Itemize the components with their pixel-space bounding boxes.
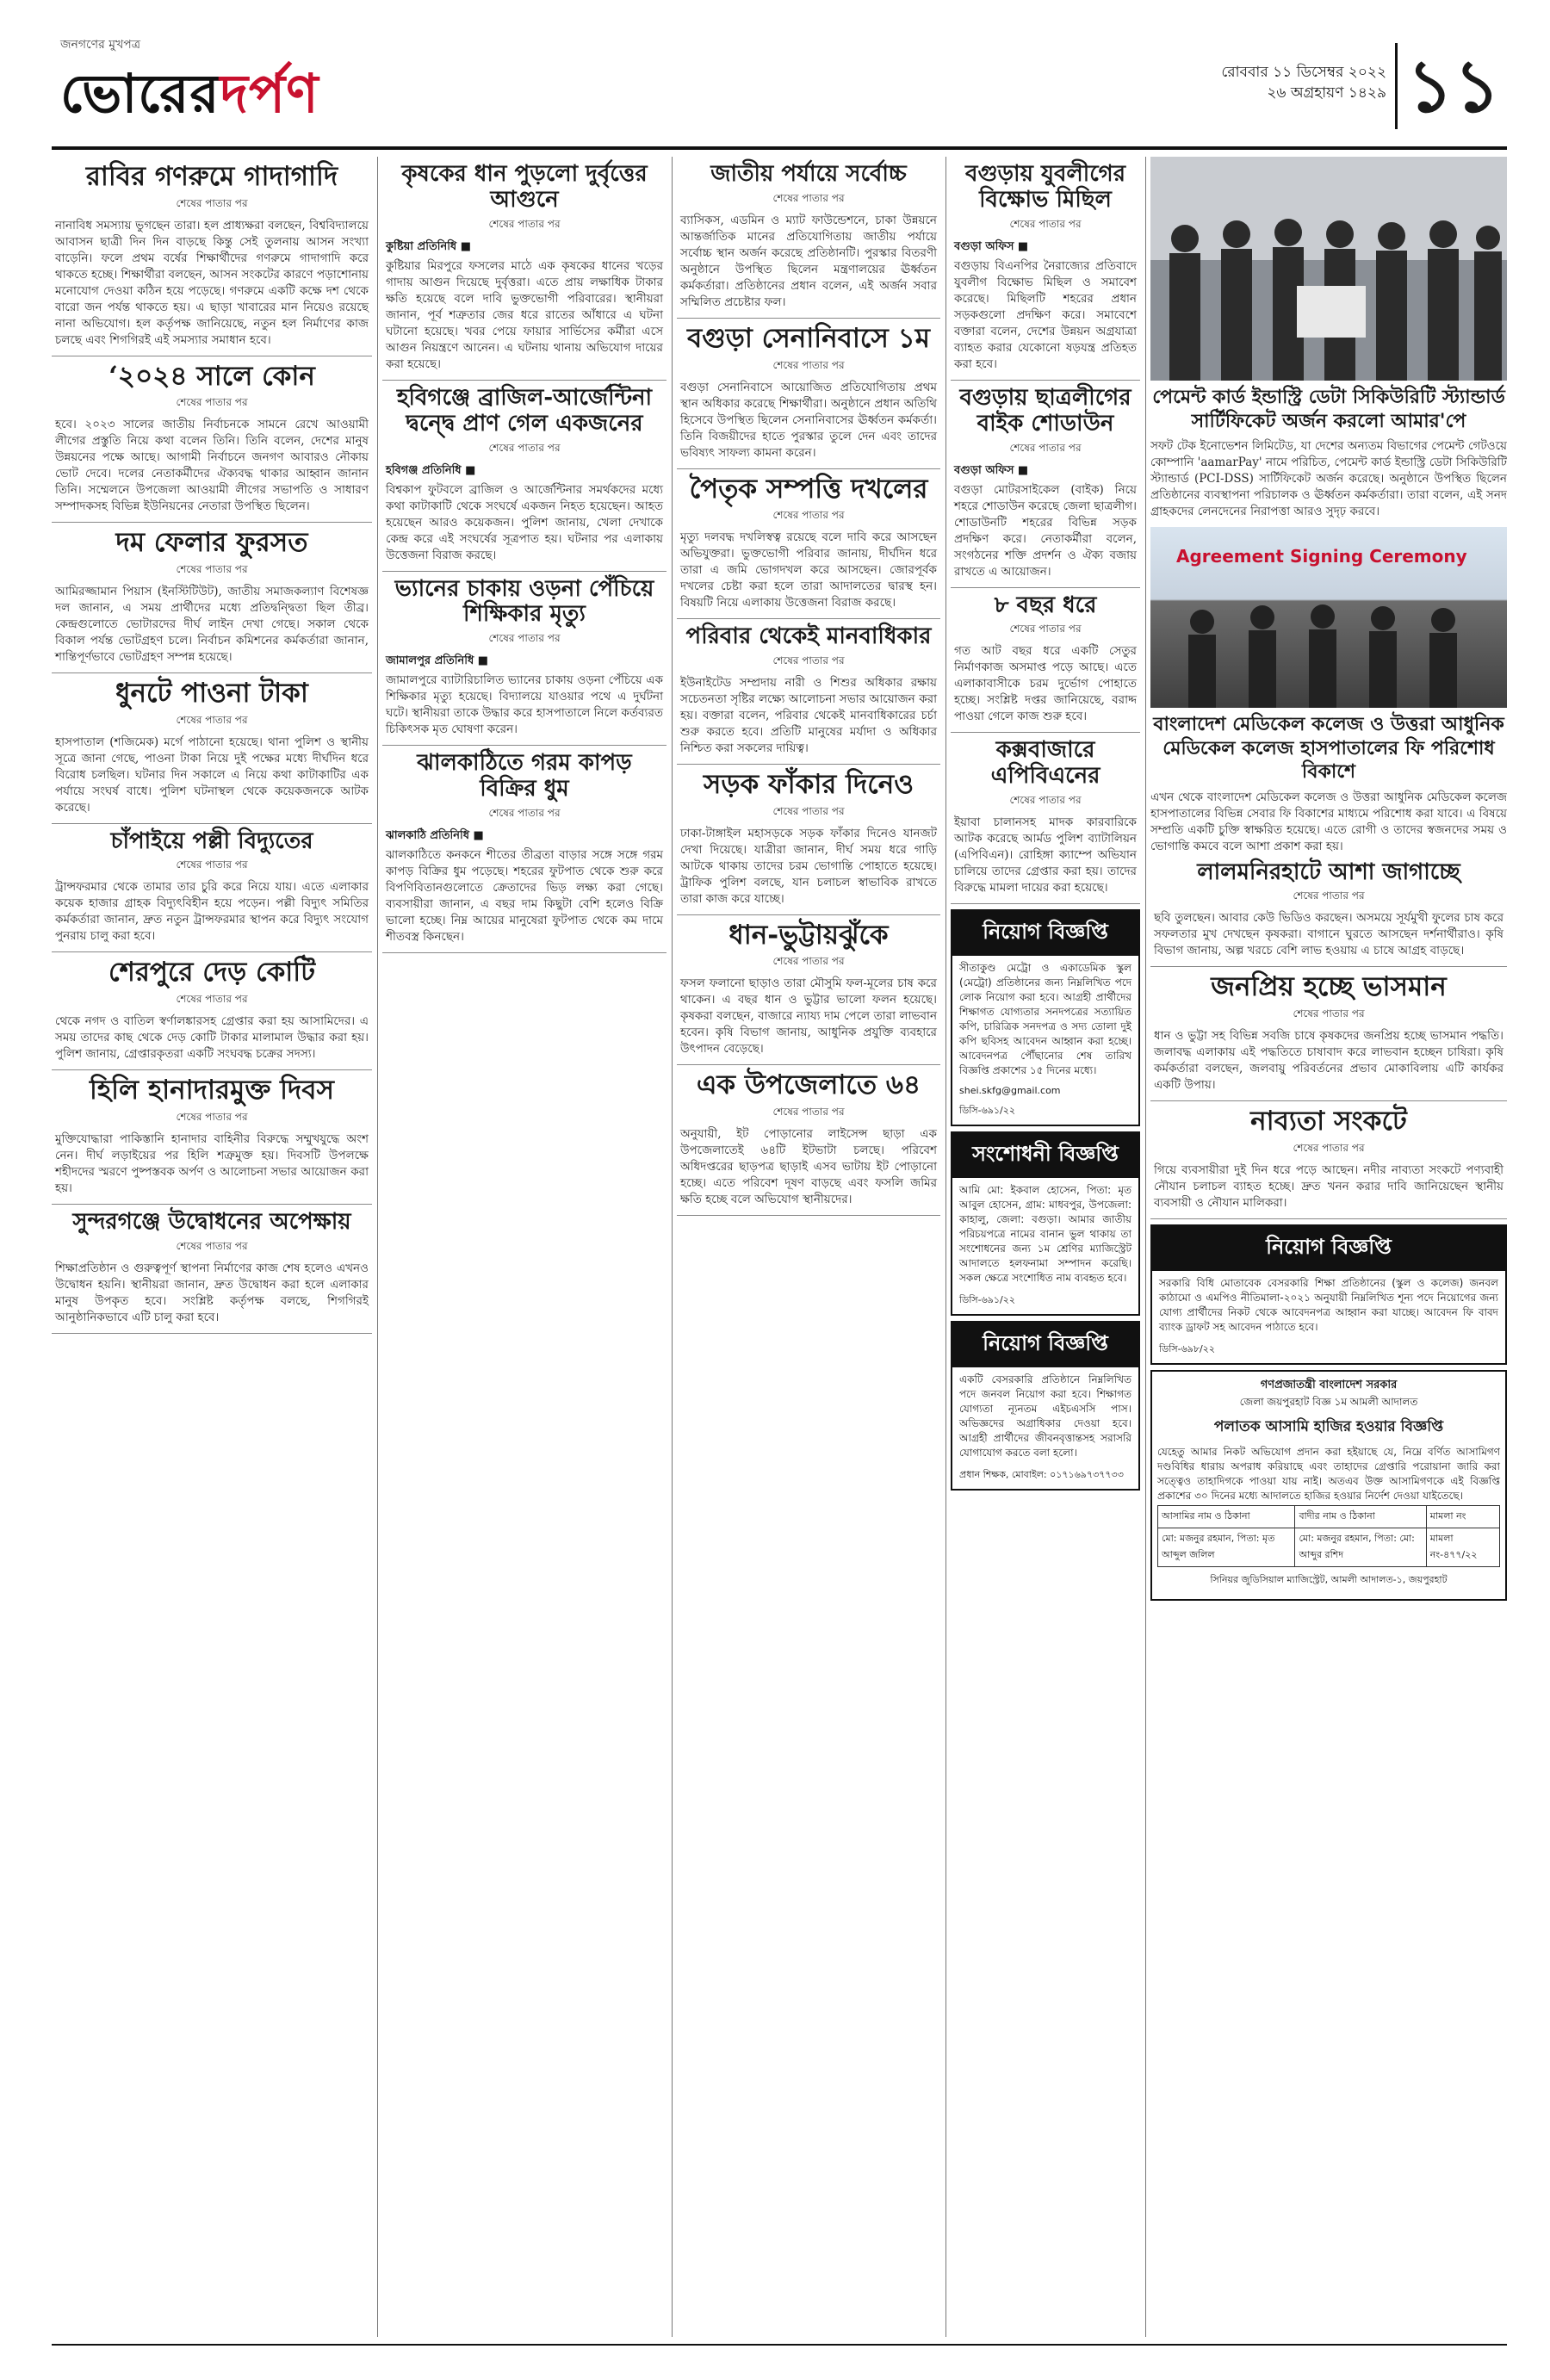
story-headline: ভ্যানের চাকায় ওড়না পেঁচিয়ে শিক্ষিকার মৃত্যু	[394, 575, 654, 628]
story-byline: বগুড়া অফিস ■	[954, 463, 1029, 477]
story-body: বিশ্বকাপ ফুটবলে ব্রাজিল ও আর্জেন্টিনার সমর্থকদের মধ্যে কথা কাটাকাটি থেকে সংঘর্ষে একজন নিহত হয়েছেন। আহত হয়েছেন আরও কয়েকজন। পুলিশ জানায়, খেলা দেখাকে কেন্দ্র করে এই সংঘর্ষের সূত্রপাত হয়। ঘটনার পর এলাকায় উত্তেজনা বিরাজ করছে।	[386, 482, 663, 562]
continued-label: শেষের পাতার পর	[176, 1110, 248, 1123]
story-body: বগুড়া সেনানিবাসে আয়োজিত প্রতিযোগিতায় প্রথম স্থান অধিকার করেছে শিক্ষার্থীরা। অনুষ্ঠানে প্রধান অতিথি হিসেবে উপস্থিত ছিলেন সেনানিবাসের ঊর্ধ্বতন কর্মকর্তা। তিনি বিজয়ীদের হাতে পুরস্কার তুলে দেন এবং তাদের ভবিষ্যৎ সাফল্য কামনা করেন।	[680, 380, 937, 460]
bkash-body: এখন থেকে বাংলাদেশ মেডিকেল কলেজ ও উত্তরা আধুনিক মেডিকেল কলেজ হাসপাতালের বিভিন্ন সেবার ফি বিকাশের মাধ্যমে পরিশোধ করা যাবে। এ বিষয়ে সম্প্রতি একটি চুক্তি স্বাক্ষরিত হয়েছে। এতে রোগী ও তাদের স্বজনদের সময় ও ভোগান্তি কমবে বলে আশা প্রকাশ করা হয়।	[1150, 790, 1507, 853]
story-headline: পরিবার থেকেই মানবাধিকার	[685, 623, 932, 650]
column-4	[951, 157, 1140, 2337]
column-3-stories	[677, 157, 940, 1216]
news-story	[52, 523, 372, 673]
news-story	[677, 157, 940, 319]
news-story	[677, 619, 940, 765]
story-byline: ঝালকাঠি প্রতিনিধি ■	[386, 829, 484, 843]
story-body: হবে। ২০২৩ সালের জাতীয় নির্বাচনকে সামনে রেখে আওয়ামী লীগের প্রস্তুতি নিয়ে কথা বলেন তিনি। তিনি বলেন, দেশের মানুষ উন্নয়নের পক্ষে আছে। আগামী নির্বাচনে জনগণ আবারও নৌকায় ভোট দেবে। দলের নেতাকর্মীদের ঐক্যবদ্ধ থাকার আহ্বান জানান তিনি। সম্মেলনে উপজেলা আওয়ামী লীগের সভাপতি ও সাধারণ সম্পাদকসহ বিভিন্ন ইউনিয়নের নেতারা উপস্থিত ছিলেন।	[55, 418, 369, 514]
continued-label: শেষের পাতার পর	[176, 1239, 248, 1252]
story-byline: বগুড়া অফিস ■	[954, 239, 1029, 253]
continued-label: শেষের পাতার পর	[488, 441, 561, 454]
bkash-caption: বাংলাদেশ মেডিকেল কলেজ ও উত্তরা আধুনিক মেডিকেল কলেজ হাসপাতালের ফি পরিশোধ বিকাশে	[1153, 714, 1504, 783]
continued-label: শেষের পাতার পর	[772, 804, 845, 817]
story-body: ট্রান্সফরমার থেকে তামার তার চুরি করে নিয়ে যায়। এতে এলাকার কয়েক হাজার গ্রাহক বিদ্যুৎবিহীন হয়ে পড়েন। পল্লী বিদ্যুৎ সমিতির কর্মকর্তারা জানান, দ্রুত নতুন ট্রান্সফরমার স্থাপন করে বিদ্যুৎ সংযোগ পুনরায় চালু করা হবে।	[55, 880, 369, 944]
story-headline: সড়ক ফাঁকার দিনেও	[703, 769, 914, 801]
court-body: যেহেতু আমার নিকট অভিযোগ প্রদান করা হইয়াছে যে, নিম্নে বর্ণিত আসামিগণ দণ্ডবিধির ধারায় অপরাধ করিয়াছে এবং তাহাদের গ্রেপ্তারি পরোয়ানা জারি করা সত্ত্বেও তাহাদিগকে পাওয়া যায় নাই। অতএব উক্ত আসামিগণকে এই বিজ্ঞপ্তি প্রকাশের ৩০ দিনের মধ্যে আদালতে হাজির হওয়ার নির্দেশ দেওয়া যাইতেছে।	[1157, 1445, 1500, 1502]
news-story	[382, 381, 666, 572]
continued-label: শেষের পাতার পর	[488, 632, 561, 645]
date-gregorian: রোববার ১১ ডিসেম্বর ২০২২	[1221, 64, 1386, 81]
news-story	[1150, 967, 1507, 1101]
continued-label: শেষের পাতার পর	[176, 196, 248, 209]
news-story	[52, 1070, 372, 1205]
continued-label: শেষের পাতার পর	[176, 858, 248, 871]
recruitment-notice	[951, 909, 1140, 1126]
column-5-stories	[1150, 855, 1507, 1219]
story-headline: বগুড়া সেনানিবাসে ১ম	[687, 322, 930, 354]
notice-code: ডিসি-৬৯১/২২	[959, 1105, 1016, 1117]
story-headline: এক উপজেলাতে ৬৪	[696, 1069, 921, 1101]
correction-notice	[951, 1131, 1140, 1316]
news-story	[677, 765, 940, 915]
column-2-stories	[382, 157, 666, 953]
continued-label: শেষের পাতার পর	[772, 1105, 845, 1118]
story-headline: হবিগঞ্জে ব্রাজিল-আর্জেন্টিনা দ্বন্দ্বে প্রাণ গেল একজনের	[396, 384, 653, 437]
continued-label: শেষের পাতার পর	[1293, 889, 1365, 902]
notice-signature: প্রধান শিক্ষক, মোবাইল: ০১৭১৬৯৭৩৭৭৩৩	[959, 1469, 1124, 1481]
story-headline: দম ফেলার ফুরসত	[115, 527, 308, 559]
news-story	[52, 157, 372, 356]
column-1-stories	[52, 157, 372, 1334]
continued-label: শেষের পাতার পর	[1293, 1007, 1365, 1020]
table-header: আসামির নাম ও ঠিকানা	[1158, 1505, 1295, 1528]
news-story	[951, 381, 1140, 588]
logo-part2: দর্পণ	[220, 62, 319, 125]
story-headline: ঝালকাঠিতে গরম কাপড় বিক্রির ধুম	[417, 750, 632, 803]
notice-heading: নিয়োগ বিজ্ঞপ্তি	[952, 911, 1138, 956]
story-body: ইউনাইটেড সম্প্রদায় নারী ও শিশুর অধিকার রক্ষায় সচেতনতা সৃষ্টির লক্ষ্যে আলোচনা সভার আয়োজন করা হয়। বক্তারা বলেন, পরিবার থেকেই মানবাধিকারের চর্চা শুরু করতে হবে। প্রতিটি মানুষের মর্যাদা ও অধিকার নিশ্চিত করা সকলের দায়িত্ব।	[680, 676, 937, 756]
news-story	[677, 319, 940, 469]
news-story	[1150, 855, 1507, 968]
story-byline: জামালপুর প্রতিনিধি ■	[386, 654, 489, 668]
continued-label: শেষের পাতার পর	[772, 358, 845, 371]
news-story	[677, 915, 940, 1066]
story-body: মৃত্যু দলবদ্ধ দখলিস্বত্ব রয়েছে বলে দাবি করে আসছেন অভিযুক্তরা। ভুক্তভোগী পরিবার জানায়, দীর্ঘদিন ধরে তারা এ জমি ভোগদখল করে আসছেন। জোরপূর্বক দখলের চেষ্টা করা হলে তারা আদালতের দ্বারস্থ হন। বিষয়টি নিয়ে এলাকায় উত্তেজনা বিরাজ করছে।	[680, 530, 937, 610]
news-story	[52, 673, 372, 824]
news-story	[1150, 1101, 1507, 1219]
story-headline: বগুড়ায় যুবলীগের বিক্ষোভ মিছিল	[964, 161, 1126, 213]
group-photo-figures	[1150, 157, 1507, 381]
column-divider	[1145, 157, 1146, 2337]
continued-label: শেষের পাতার পর	[176, 993, 248, 1006]
court-case-table	[1157, 1505, 1500, 1567]
news-story	[52, 824, 372, 953]
column-2	[382, 157, 666, 2337]
recruitment-notice-2	[951, 1321, 1140, 1491]
news-story	[951, 157, 1140, 381]
court-title: পলাতক আসামি হাজির হওয়ার বিজ্ঞপ্তি	[1213, 1417, 1444, 1435]
story-headline: ‘২০২৪ সালে কোন	[108, 360, 315, 392]
news-story	[382, 157, 666, 381]
continued-label: শেষের পাতার পর	[772, 955, 845, 968]
continued-label: শেষের পাতার পর	[772, 509, 845, 522]
news-story	[951, 588, 1140, 734]
bkash-ceremony-photo	[1150, 527, 1507, 708]
column-divider	[672, 157, 673, 2337]
court-header-2: জেলা জয়পুরহাট বিজ্ঞ ১ম আমলী আদালত	[1239, 1395, 1418, 1408]
story-headline: হিলি হানাদারমুক্ত দিবস	[89, 1075, 335, 1106]
table-cell: মামলা নং-৪৭৭/২২	[1426, 1528, 1499, 1566]
story-body: ছবি তুলছেন। আবার কেউ ভিডিও করছেন। অসময়ে সূর্যমুখী ফুলের চাষ করে সফলতার মুখ দেখছেন কৃষকরা। বাগানে ঘুরতে আসছেন দর্শনার্থীরাও। কৃষি বিভাগ জানায়, অল্প খরচে বেশি লাভ হওয়ায় এ চাষে আগ্রহ বাড়ছে।	[1154, 911, 1504, 958]
column-1	[52, 157, 372, 2337]
continued-label: শেষের পাতার পর	[1009, 794, 1082, 807]
page-number: ১১	[1395, 43, 1510, 129]
footer-rule	[52, 2344, 1507, 2346]
date-bengali: ২৬ অগ্রহায়ণ ১৪২৯	[1267, 84, 1386, 102]
continued-label: শেষের পাতার পর	[176, 396, 248, 409]
continued-label: শেষের পাতার পর	[488, 807, 561, 820]
news-story	[382, 746, 666, 953]
ceremony-banner: Agreement Signing Ceremony	[1176, 546, 1467, 567]
notice-body: সীতাকুণ্ড মেট্রো ও একাডেমিক স্কুল (মেট্রো) প্রতিষ্ঠানের জন্য নিম্নলিখিত পদে লোক নিয়োগ করা হবে। আগ্রহী প্রার্থীদের শিক্ষাগত যোগ্যতার সনদপত্রের সত্যায়িত কপি, চারিত্রিক সনদপত্র ও সদ্য তোলা দুই কপি ছবিসহ আবেদন আহ্বান করা হচ্ছে। আবেদনপত্র পৌঁছানোর শেষ তারিখ বিজ্ঞপ্তি প্রকাশের ১৫ দিনের মধ্যে।	[959, 962, 1132, 1077]
story-body: ধান ও ভুট্টা সহ বিভিন্ন সবজি চাষে কৃষকদের জনপ্রিয় হচ্ছে ভাসমান পদ্ধতি। জলাবদ্ধ এলাকায় এই পদ্ধতিতে চাষাবাদ করে লাভবান হচ্ছেন চাষিরা। কৃষি কর্মকর্তারা বলছেন, জলবায়ু পরিবর্তনের প্রভাব মোকাবিলায় এটি কার্যকর একটি উপায়।	[1154, 1029, 1504, 1093]
table-header: মামলা নং	[1426, 1505, 1499, 1528]
story-body: জামালপুরে ব্যাটারিচালিত ভ্যানের চাকায় ওড়না পেঁচিয়ে এক শিক্ষিকার মৃত্যু হয়েছে। বিদ্যালয়ে যাওয়ার পথে এ দুর্ঘটনা ঘটে। স্থানীয়রা তাকে উদ্ধার করে হাসপাতালে নিলে কর্তব্যরত চিকিৎসক মৃত ঘোষণা করেন।	[386, 673, 663, 737]
continued-label: শেষের পাতার পর	[488, 217, 561, 230]
ceremony-figures	[1150, 527, 1507, 708]
story-body: ফসল ফলানো ছাড়াও তারা মৌসুমি ফল-মূলের চাষ করে থাকেন। এ বছর ধান ও ভুট্টার ভালো ফলন হয়েছে। কৃষকরা বলছেন, বাজারে ন্যায্য দাম পেলে তারা লাভবান হবেন। কৃষি বিভাগ জানায়, আধুনিক প্রযুক্তি ব্যবহারে উৎপাদন বেড়েছে।	[680, 976, 937, 1057]
notice-code: ডিসি-৬৯১/২২	[959, 1294, 1016, 1306]
story-body: ব্যাসিকস, এডমিন ও ম্যাট ফাউন্ডেশনে, চাকা উন্নয়নে আন্তর্জাতিক মানের প্রতিযোগিতায় জাতীয় পর্যায়ে সর্বোচ্চ স্থান অর্জন করেছে প্রতিষ্ঠানটি। পুরস্কার বিতরণী অনুষ্ঠানে উপস্থিত ছিলেন মন্ত্রণালয়ের ঊর্ধ্বতন কর্মকর্তারা। প্রতিষ্ঠানের প্রধান বলেন, এই অর্জন সবার সম্মিলিত প্রচেষ্টার ফল।	[680, 213, 937, 309]
story-headline: ধান-ভুট্টায়ঝুঁকে	[728, 919, 889, 951]
story-headline: ৮ বছর ধরে	[994, 592, 1097, 618]
story-body: হাসপাতাল (শজিমেক) মর্গে পাঠানো হয়েছে। থানা পুলিশ ও স্থানীয় সূত্রে জানা গেছে, পাওনা টাকা নিয়ে দুই পক্ষের মধ্যে দীর্ঘদিন ধরে বিরোধ চলছিল। ঘটনার দিন সকালে এ নিয়ে কথা কাটাকাটির এক পর্যায়ে সংঘর্ষ বাধে। পুলিশ ঘটনাস্থল থেকে কয়েকজনকে আটক করেছে।	[55, 734, 369, 815]
continued-label: শেষের পাতার পর	[176, 713, 248, 726]
news-story	[677, 1065, 940, 1216]
notice-body: সরকারি বিধি মোতাবেক বেসরকারি শিক্ষা প্রতিষ্ঠানের (স্কুল ও কলেজ) জনবল কাঠামো ও এমপিও নীতিমালা-২০২১ অনুযায়ী নিম্নলিখিত শূন্য পদে নিয়োগের জন্য যোগ্য প্রার্থীদের নিকট থেকে আবেদনপত্র আহ্বান করা যাচ্ছে। আবেদন ফি বাবদ ব্যাংক ড্রাফট সহ আবেদন পাঠাতে হবে।	[1159, 1276, 1498, 1333]
table-cell: মো: মজনুর রহমান, পিতা: মো: আব্দুর রশিদ	[1295, 1528, 1426, 1566]
continued-label: শেষের পাতার পর	[1009, 441, 1082, 454]
story-body: কুষ্টিয়ার মিরপুরে ফসলের মাঠে এক কৃষকের ধানের খড়ের গাদায় আগুন দিয়েছে দুর্বৃত্তরা। এতে প্রায় লক্ষাধিক টাকার ক্ষতি হয়েছে বলে দাবি ভুক্তভোগী পরিবারের। স্থানীয়রা জানান, পূর্ব শত্রুতার জের ধরে রাতের আঁধারে এ ঘটনা ঘটানো হয়েছে। খবর পেয়ে ফায়ার সার্ভিসের কর্মীরা এসে আগুন নিয়ন্ত্রণে আনেন। এ ঘটনায় থানায় অভিযোগ দায়ের করা হয়েছে।	[386, 258, 663, 371]
story-headline: কক্সবাজারে এপিবিএনের	[990, 737, 1100, 790]
news-story	[52, 356, 372, 524]
notice-heading: নিয়োগ বিজ্ঞপ্তি	[952, 1323, 1138, 1367]
school-recruitment-notice	[1150, 1224, 1507, 1365]
story-body: ঝালকাঠিতে কনকনে শীতের তীব্রতা বাড়ার সঙ্গে সঙ্গে গরম কাপড় বিক্রির ধুম পড়েছে। শহরের ফুটপাত থেকে শুরু করে বিপণিবিতানগুলোতে ক্রেতাদের ভিড় লক্ষ্য করা গেছে। ব্যবসায়ীরা জানান, এ বছর দাম কিছুটা বেশি হলেও বিক্রি ভালো হচ্ছে। নিম্ন আয়ের মানুষেরা ফুটপাত থেকে কম দামে শীতবস্ত্র কিনছেন।	[386, 848, 663, 945]
column-3	[677, 157, 940, 2337]
story-byline: কুষ্টিয়া প্রতিনিধি ■	[386, 239, 472, 253]
story-headline: ধুনটে পাওনা টাকা	[115, 677, 308, 709]
story-body: অনুযায়ী, ইট পোড়ানোর লাইসেন্স ছাড়া এক উপজেলাতেই ৬৪টি ইটভাটা চলছে। পরিবেশ অধিদপ্তরের ছাড়পত্র ছাড়াই এসব ভাটায় ইট পোড়ানো হচ্ছে। এতে পরিবেশ দূষণ বাড়ছে এবং ফসলি জমির ক্ষতি হচ্ছে বলে অভিযোগ স্থানীয়দের।	[680, 1126, 937, 1206]
column-5	[1150, 157, 1507, 2337]
story-body: শিক্ষাপ্রতিষ্ঠান ও গুরুত্বপূর্ণ স্থাপনা নির্মাণের কাজ শেষ হলেও এখনও উদ্বোধন হয়নি। স্থানীয়রা জানান, দ্রুত উদ্বোধন করা হলে এলাকার মানুষ উপকৃত হবে। সংশ্লিষ্ট কর্তৃপক্ষ বলছে, শিগগিরই আনুষ্ঠানিকভাবে এটি চালু করা হবে।	[55, 1261, 369, 1324]
story-body: থেকে নগদ ও বাতিল স্বর্ণালঙ্কারসহ গ্রেপ্তার করা হয় আসামিদের। এ সময় তাদের কাছ থেকে দেড় কোটি টাকার মালামাল উদ্ধার করা হয়। পুলিশ জানায়, গ্রেপ্তারকৃতরা একটি সংঘবদ্ধ চক্রের সদস্য।	[55, 1014, 369, 1062]
court-header-1: গণপ্রজাতন্ত্রী বাংলাদেশ সরকার	[1260, 1378, 1398, 1391]
notice-email[interactable]: shei.skfg@gmail.com	[959, 1085, 1061, 1097]
aamarpay-body: সফট টেক ইনোভেশন লিমিটেড, যা দেশের অন্যতম বিভাগের পেমেন্ট গেটওয়ে কোম্পানি 'aamarPay' নামে পরিচিত, পেমেন্ট কার্ড ইন্ডাস্ট্রি ডেটা সিকিউরিটি স্ট্যান্ডার্ড (PCI-DSS) সার্টিফিকেট অর্জন করেছে। অনুষ্ঠানে উপস্থিত ছিলেন প্রতিষ্ঠানের ব্যবস্থাপনা পরিচালক ও ঊর্ধ্বতন কর্মকর্তারা। তারা বলেন, এই সনদ গ্রাহকদের লেনদেনের নিরাপত্তা আরও সুদৃঢ় করবে।	[1150, 439, 1507, 518]
court-signature: সিনিয়র জুডিসিয়াল ম্যাজিস্ট্রেট, আমলী আদালত-১, জয়পুরহাট	[1210, 1573, 1448, 1585]
story-headline: লালমনিরহাটে আশা জাগাচ্ছে	[1197, 858, 1460, 885]
continued-label: শেষের পাতার পর	[176, 562, 248, 575]
news-story	[52, 1205, 372, 1334]
story-headline: জাতীয় পর্যায়ে সর্বোচ্চ	[710, 161, 907, 187]
aamarpay-caption: পেমেন্ট কার্ড ইন্ডাস্ট্রি ডেটা সিকিউরিটি স্ট্যান্ডার্ড সার্টিফিকেট অর্জন করলো আমার'পে	[1152, 387, 1505, 432]
notice-body: আমি মো: ইকবাল হোসেন, পিতা: মৃত আবুল হোসেন, গ্রাম: মাধবপুর, উপজেলা: কাহালু, জেলা: বগুড়া। আমার জাতীয় পরিচয়পত্রে নামের বানান ভুল থাকায় তা সংশোধনের জন্য ১ম শ্রেণির ম্যাজিস্ট্রেট আদালতে হলফনামা সম্পাদন করেছি। সকল ক্ষেত্রে সংশোধিত নাম ব্যবহৃত হবে।	[959, 1184, 1132, 1285]
logo-part1: ভোরের	[60, 62, 220, 125]
story-headline: বগুড়ায় ছাত্রলীগের বাইক শোডাউন	[959, 384, 1132, 437]
story-headline: কৃষকের ধান পুড়লো দুর্বৃত্তের আগুনে	[401, 161, 648, 213]
notice-body: একটি বেসরকারি প্রতিষ্ঠানে নিম্নলিখিত পদে জনবল নিয়োগ করা হবে। শিক্ষাগত যোগ্যতা ন্যূনতম এইচএসসি পাস। অভিজ্ঞদের অগ্রাধিকার দেওয়া হবে। আগ্রহী প্রার্থীদের জীবনবৃত্তান্তসহ সরাসরি যোগাযোগ করতে বলা হলো।	[959, 1373, 1132, 1460]
story-body: আমিরজ্জামান পিয়াস (ইনস্টিটিউট), জাতীয় সমাজকল্যাণ বিশেষজ্ঞ দল জানান, এ সময় প্রার্থীদের মধ্যে প্রতিদ্বন্দ্বিতা ছিল তীব্র। কেন্দ্রগুলোতে ভোটারদের দীর্ঘ লাইন দেখা গেছে। সকাল থেকে বিকাল পর্যন্ত ভোটগ্রহণ চলে। নির্বাচন কমিশনের কর্মকর্তারা জানান, শান্তিপূর্ণভাবে ভোটগ্রহণ সম্পন্ন হয়েছে।	[55, 584, 369, 664]
news-story	[677, 469, 940, 620]
story-headline: পৈতৃক সম্পত্তি দখলের	[689, 473, 928, 505]
table-cell: মো: মজনুর রহমান, পিতা: মৃত আব্দুল জলিল	[1158, 1528, 1295, 1566]
table-header: বাদীর নাম ও ঠিকানা	[1295, 1505, 1426, 1528]
story-body: ইয়াবা চালানসহ মাদক কারবারিকে আটক করেছে আর্মড পুলিশ ব্যাটালিয়ন (এপিবিএন)। রোহিঙ্গা ক্যাম্পে অভিযান চালিয়ে তাদের গ্রেপ্তার করা হয়। তাদের বিরুদ্ধে মামলা দায়ের করা হয়েছে।	[954, 815, 1137, 896]
notice-heading: নিয়োগ বিজ্ঞপ্তি	[1152, 1226, 1505, 1271]
story-body: গত আট বছর ধরে একটি সেতুর নির্মাণকাজ অসমাপ্ত পড়ে আছে। এতে এলাকাবাসীকে চরম দুর্ভোগ পোহাতে হচ্ছে। সংশ্লিষ্ট দপ্তর জানিয়েছে, বরাদ্দ পাওয়া গেলে কাজ শুরু হবে।	[954, 644, 1137, 724]
continued-label: শেষের পাতার পর	[772, 654, 845, 667]
story-byline: হবিগঞ্জ প্রতিনিধি ■	[386, 463, 476, 477]
story-body: মুক্তিযোদ্ধারা পাকিস্তানি হানাদার বাহিনীর বিরুদ্ধে সম্মুখযুদ্ধে অংশ নেন। দীর্ঘ লড়াইয়ের পর হিলি শত্রুমুক্ত হয়। দিবসটি উপলক্ষে শহীদদের স্মরণে পুষ্পস্তবক অর্পণ ও আলোচনা সভার আয়োজন করা হয়।	[55, 1131, 369, 1195]
news-story	[52, 952, 372, 1070]
story-headline: জনপ্রিয় হচ্ছে ভাসমান	[1211, 971, 1447, 1003]
notice-heading: সংশোধনী বিজ্ঞপ্তি	[952, 1133, 1138, 1178]
notice-code: ডিসি-৬৯৮/২২	[1159, 1342, 1216, 1354]
news-story	[951, 733, 1140, 904]
court-notice	[1150, 1370, 1507, 1601]
masthead-tagline: জনগণের মুখপত্র	[60, 38, 141, 52]
column-divider	[377, 157, 378, 2337]
story-body: নানাবিধ সমস্যায় ভুগছেন তারা। হল প্রাধ্যক্ষরা বলছেন, বিশ্ববিদ্যালয়ে আবাসন ছাত্রী দিন দিন বাড়ছে কিন্তু সেই তুলনায় আসন সংখ্যা বাড়েনি। ফলে প্রথম বর্ষের শিক্ষার্থীদের গণরুমে গাদাগাদি করে থাকতে হচ্ছে। শিক্ষার্থীরা বলছেন, আসন সংকটের কারণে পড়াশোনায় মনোযোগ দেওয়া কঠিন হয়ে পড়েছে। গণরুমে একটি কক্ষে দশ থেকে বারো জন পর্যন্ত থাকতে হয়। এ ছাড়া খাবারের মান নিয়েও রয়েছে নানা অভিযোগ। হল কর্তৃপক্ষ জানিয়েছে, নতুন হল নির্মাণের কাজ চলছে এবং শিগগিরই এই সমস্যার সমাধান হবে।	[55, 218, 369, 347]
story-body: গিয়ে ব্যবসায়ীরা দুই দিন ধরে পড়ে আছেন। নদীর নাব্যতা সংকটে পণ্যবাহী নৌযান চলাচল ব্যাহত হচ্ছে। দ্রুত খনন করার দাবি জানিয়েছেন স্থানীয় ব্যবসায়ী ও নৌযান মালিকরা।	[1154, 1162, 1504, 1210]
story-headline: চাঁপাইয়ে পল্লী বিদ্যুতের	[110, 827, 313, 854]
continued-label: শেষের পাতার পর	[1009, 623, 1082, 635]
story-headline: শেরপুরে দেড় কোটি	[108, 957, 316, 989]
masthead-rule	[52, 146, 1507, 150]
continued-label: শেষের পাতার পর	[772, 191, 845, 204]
story-body: ঢাকা-টাঙ্গাইল মহাসড়কে সড়ক ফাঁকার দিনেও যানজট দেখা দিয়েছে। যাত্রীরা জানান, দীর্ঘ সময় ধরে গাড়ি আটকে থাকায় তাদের চরম ভোগান্তি পোহাতে হয়েছে। ট্রাফিক পুলিশ বলছে, যান চলাচল স্বাভাবিক রাখতে তারা কাজ করে যাচ্ছে।	[680, 826, 937, 906]
date-box	[1188, 62, 1386, 103]
news-story	[382, 572, 666, 747]
story-headline: রাবির গণরুমে গাদাগাদি	[85, 161, 338, 192]
continued-label: শেষের পাতার পর	[1293, 1141, 1365, 1154]
story-body: বগুড়া মোটরসাইকেল (বাইক) নিয়ে শহরে শোডাউন করেছে জেলা ছাত্রলীগ। শোডাউনটি শহরের বিভিন্ন সড়ক প্রদক্ষিণ করে। নেতাকর্মীরা বলেন, সংগঠনের শক্তি প্রদর্শন ও ঐক্য বজায় রাখতে এ আয়োজন।	[954, 482, 1137, 579]
continued-label: শেষের পাতার পর	[1009, 217, 1082, 230]
aamarpay-photo	[1150, 157, 1507, 381]
story-headline: সুন্দরগঞ্জে উদ্বোধনের অপেক্ষায়	[72, 1208, 351, 1235]
story-headline: নাব্যতা সংকটে	[1250, 1106, 1407, 1137]
newspaper-logo	[60, 53, 319, 142]
column-4-stories	[951, 157, 1140, 904]
story-body: বগুড়ায় বিএনপির নৈরাজ্যের প্রতিবাদে যুবলীগ বিক্ষোভ মিছিল ও সমাবেশ করেছে। মিছিলটি শহরের প্রধান সড়কগুলো প্রদক্ষিণ করে। সমাবেশে বক্তারা বলেন, দেশের উন্নয়ন অগ্রযাত্রা ব্যাহত করার যেকোনো ষড়যন্ত্র প্রতিহত করা হবে।	[954, 258, 1137, 371]
